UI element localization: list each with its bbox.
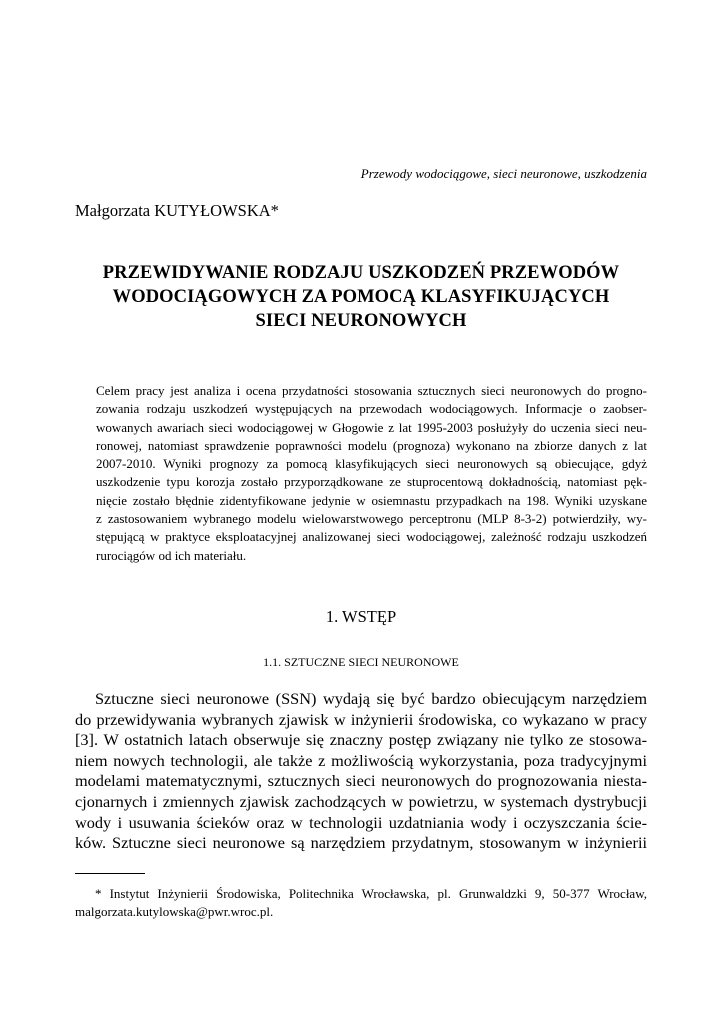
- subsection-heading: 1.1. SZTUCZNE SIECI NEURONOWE: [263, 655, 459, 669]
- body-paragraph: [75, 689, 647, 854]
- body-line: ków. Sztuczne sieci neuronowe są narzędziem przydatnym, stosowanym w inżynierii: [75, 833, 647, 853]
- abstract-line: stępującą w praktyce eksploatacyjnej analizowanej sieci wodociągowej, zależność rodzaju uszkodzeń: [96, 529, 647, 545]
- footnote-line: * Instytut Inżynierii Środowiska, Politechnika Wrocławska, pl. Grunwaldzki 9, 50-377 Wrocław,: [95, 886, 647, 901]
- body-line: niem nowych technologii, ale także z możliwością wykorzystania, poza tradycyjnymi: [75, 750, 647, 770]
- abstract-line: rurociągów od ich materiału.: [96, 547, 247, 563]
- title-line: WODOCIĄGOWYCH ZA POMOCĄ KLASYFIKUJĄCYCH: [112, 287, 610, 307]
- abstract-line: zowania rodzaju uszkodzeń występujących na przewodach wodociągowych. Informacje o zaobser-: [96, 401, 647, 417]
- abstract-line: 2007-2010. Wyniki prognozy za pomocą klasyfikujących sieci neuronowych są obiecujące, gdyż: [96, 456, 647, 472]
- abstract-line: Celem pracy jest analiza i ocena przydatności stosowania sztucznych sieci neuronowych do progno-: [96, 383, 647, 398]
- abstract-line: wowanych awariach sieci wodociągowej w Głogowie z lat 1995-2003 posłużyły do uczenia sieci neu-: [96, 419, 647, 435]
- body-line: Sztuczne sieci neuronowe (SSN) wydają się być bardzo obiecującym narzędziem: [95, 689, 647, 708]
- keywords-header: Przewody wodociągowe, sieci neuronowe, uszkodzenia: [360, 166, 647, 181]
- footnote-line: malgorzata.kutylowska@pwr.wroc.pl.: [75, 904, 274, 919]
- abstract: [96, 382, 647, 565]
- body-line: do przewidywania wybranych zjawisk w inżynierii środowiska, co wykazano w pracy: [75, 709, 647, 729]
- body-line: [3]. W ostatnich latach obserwuje się znaczny postęp związany nie tylko ze stosowa-: [75, 730, 647, 750]
- body-line: cjonarnych i zmiennych zjawisk zachodzących w powietrzu, w systemach dystrybucji: [75, 791, 647, 811]
- title-line: PRZEWIDYWANIE RODZAJU USZKODZEŃ PRZEWODÓW: [102, 263, 620, 283]
- body-line: wody i usuwania ścieków oraz w technologii uzdatniania wody i oczyszczania ście-: [75, 812, 647, 832]
- footnote: [75, 885, 647, 921]
- paper-title: [75, 261, 647, 333]
- section-heading: 1. WSTĘP: [325, 607, 397, 626]
- abstract-line: uszkodzenie typu korozja zostało przyporządkowane ze stuprocentową dokładnością, natomiast pęk-: [96, 474, 647, 490]
- footnote-divider: [75, 873, 145, 874]
- abstract-line: nięcie zostało błędnie zidentyfikowane jedynie w osiemnastu przypadkach na 198. Wyniki uzyskane: [96, 492, 647, 508]
- title-line: SIECI NEURONOWYCH: [255, 311, 467, 331]
- author-name: Małgorzata KUTYŁOWSKA*: [75, 201, 279, 220]
- abstract-line: ronowej, natomiast sprawdzenie poprawności modelu (prognoza) wykonano na zbiorze danych z lat: [96, 437, 647, 453]
- abstract-line: z zastosowaniem wybranego modelu wielowarstwowego perceptronu (MLP 8-3-2) potwierdziły, wy-: [96, 511, 647, 527]
- body-line: modelami matematycznymi, sztucznych sieci neuronowych do prognozowania niesta-: [75, 771, 647, 791]
